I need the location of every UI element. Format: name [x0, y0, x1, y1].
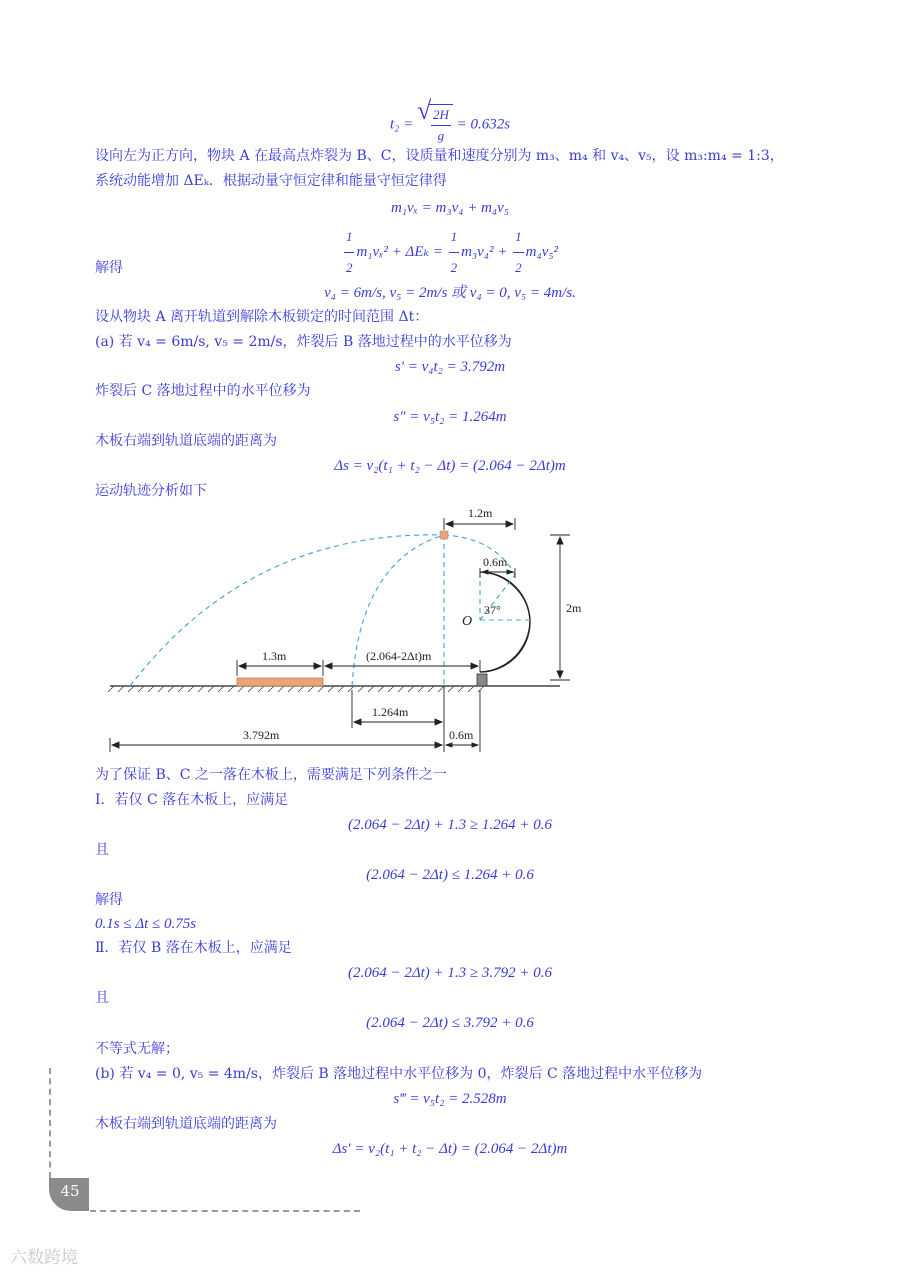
equation-b1: (2.064 − 2Δt) + 1.3 ≥ 3.792 + 0.6	[347, 965, 553, 981]
eq-t2-lhs: t₂ =	[389, 116, 414, 133]
dim-base-offset	[446, 690, 480, 752]
trajectories	[130, 535, 530, 686]
label-gap: (2.064-2Δt)m	[366, 649, 432, 663]
label-angle: 37°	[484, 603, 501, 617]
frac-num: 2H	[431, 105, 451, 126]
trajectory-diagram	[100, 500, 600, 760]
block-a	[440, 531, 448, 539]
energy-term: m₁vₓ² + ΔEₖ =	[356, 243, 443, 260]
text-line: (b) 若 v₄ = 0, v₅ = 4m/s，炸裂后 B 落地过程中水平位移为 0，炸裂后 C 落地过程中水平位移为	[95, 1066, 703, 1082]
trajectory-c	[352, 535, 444, 686]
frac-den: 2	[345, 260, 353, 275]
label-top-width: 1.2m	[468, 506, 493, 520]
energy-term: m₄v₅²	[525, 243, 559, 260]
label-arc-width: 0.6m	[483, 555, 508, 569]
text-line: 为了保证 B、C 之一落在木板上，需要满足下列条件之一	[95, 767, 447, 783]
semicircle-track	[480, 572, 530, 672]
equation-t2	[0, 96, 900, 146]
equation-solution: v₄ = 6m/s, v₅ = 2m/s 或 v₄ = 0, v₅ = 4m/s.	[324, 285, 576, 301]
frac-den: 2	[515, 260, 522, 275]
equation-b2: (2.064 − 2Δt) ≤ 3.792 + 0.6	[366, 1015, 534, 1031]
trajectory-b	[130, 535, 444, 686]
watermark-logo: 六数跨境	[10, 1248, 78, 1268]
energy-term: m₃v₄² +	[461, 243, 508, 260]
result-range: 0.1s ≤ Δt ≤ 0.75s	[95, 916, 197, 932]
page-border-vertical	[49, 1068, 51, 1178]
frac-num: 1	[449, 222, 460, 253]
text-line: 且	[95, 990, 109, 1006]
label-c-displacement: 1.264m	[372, 705, 409, 719]
text-line: 设从物块 A 离开轨道到解除木板锁定的时间范围 Δt：	[95, 309, 429, 325]
label-b-displacement: 3.792m	[243, 728, 280, 742]
frac-den: g	[437, 128, 445, 143]
equation-energy	[0, 222, 900, 283]
label-center-o: O	[462, 614, 473, 629]
eq-t2-rhs: = 0.632s	[456, 116, 511, 133]
text-line: 系统动能增加 ΔEₖ．根据动量守恒定律和能量守恒定律得	[95, 173, 447, 189]
text-line: (a) 若 v₄ = 6m/s, v₅ = 2m/s，炸裂后 B 落地过程中的水平位移为	[95, 334, 512, 350]
equation-c2: (2.064 − 2Δt) ≤ 1.264 + 0.6	[366, 867, 534, 883]
text-line: Ⅱ．若仅 B 落在木板上，应满足	[95, 940, 292, 956]
equation-ds2: Δs′ = v₂(t₁ + t₂ − Δt) = (2.064 − 2Δt)m	[332, 1141, 568, 1157]
text-line: 且	[95, 842, 109, 858]
equation-c1: (2.064 − 2Δt) + 1.3 ≥ 1.264 + 0.6	[347, 817, 553, 833]
text-line: 木板右端到轨道底端的距离为	[95, 433, 277, 449]
text-line: Ⅰ．若仅 C 落在木板上，应满足	[95, 792, 289, 808]
dim-b-displacement	[110, 686, 444, 752]
track-base	[477, 674, 487, 686]
frac-num: 1	[344, 222, 355, 253]
text-line: 设向左为正方向，物块 A 在最高点炸裂为 B、C，设质量和速度分别为 m₃、m₄ 和 v₄、v₅，设 m₃:m₄ = 1:3，	[95, 148, 784, 164]
text-line: 解得	[95, 892, 123, 908]
frac-num: 1	[513, 222, 524, 253]
wooden-board	[237, 678, 323, 686]
equation-momentum: m₁vₓ = m₃v₄ + m₄v₅	[390, 200, 510, 216]
label-board-length: 1.3m	[262, 649, 287, 663]
track-arc	[480, 572, 530, 672]
text-line: 炸裂后 C 落地过程中的水平位移为	[95, 383, 311, 399]
text-line: 运动轨迹分析如下	[95, 483, 207, 499]
frac-den: 2	[450, 260, 458, 275]
equation-ds: Δs = v₂(t₁ + t₂ − Δt) = (2.064 − 2Δt)m	[334, 458, 566, 474]
equation-s3: s‴ = v₅t₂ = 2.528m	[393, 1091, 507, 1107]
text-line: 不等式无解；	[95, 1041, 179, 1057]
label-base-offset: 0.6m	[449, 728, 474, 742]
text-line: 木板右端到轨道底端的距离为	[95, 1116, 277, 1132]
equation-s1: s′ = v₄t₂ = 3.792m	[394, 359, 506, 375]
sqrt-symbol: √ $\frac{2H}{g}$	[417, 104, 453, 146]
text-line: 解得	[95, 260, 123, 276]
page-border-horizontal	[90, 1210, 360, 1212]
ground-hatching	[108, 686, 484, 692]
page-number: 45	[60, 1182, 80, 1200]
equation-s2: s″ = v₅t₂ = 1.264m	[393, 409, 507, 425]
label-height: 2m	[566, 601, 582, 615]
dim-arc	[480, 568, 515, 578]
